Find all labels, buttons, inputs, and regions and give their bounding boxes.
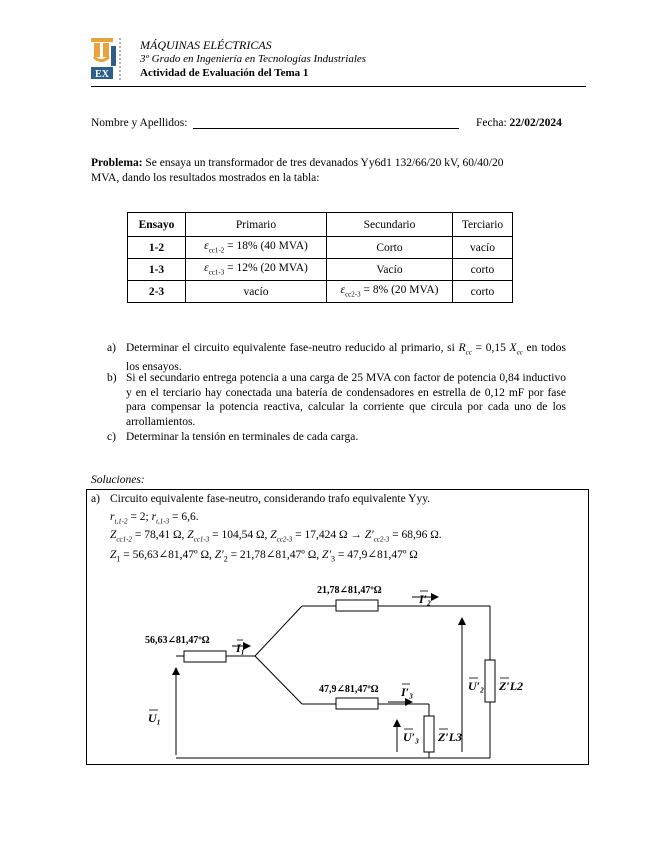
zl2-load	[485, 660, 495, 702]
solutions-title: Soluciones:	[91, 474, 145, 486]
degree-name: 3º Grado en Ingeniería en Tecnologías Industriales	[140, 53, 367, 65]
solution-branch-impedances: $Z_1$ = 56,63∠81,47º Ω, $Z'_2$ = 21,78∠81,47º Ω, $Z'_3$ = 47,9∠81,47º Ω	[110, 549, 418, 564]
question-c: c) Determinar la tensión en terminales de cada carga.	[107, 431, 359, 443]
z1-label: 56,63∠81,47ºΩ	[145, 635, 210, 646]
solution-ratios: $r_{t,1-2} = 2$; $r_{t,1-3} = 6,6$.	[110, 511, 199, 526]
table-header: Secundario	[327, 213, 453, 237]
z1-resistor	[184, 651, 226, 662]
question-a: a) Determinar el circuito equivalente fase-neutro reducido al primario, si $R_{cc} = 0,15$ $X_{cc}$ en todos los ensayos.	[107, 342, 566, 373]
solution-marker: a)	[91, 493, 100, 505]
solution-impedances: $Z_{cc1-2} = 78,41$ Ω, $Z_{cc1-3} = 104,54$ Ω, $Z_{cc2-3} = 17,424$ $\Omega \to Z'_{cc2-3} = 68,96$ Ω.	[110, 529, 442, 544]
z2-resistor	[336, 600, 378, 611]
question-b: b) Si el secundario entrega potencia a una carga de 25 MVA con factor de potencia 0,84 inductivo y en el terciario hay conectada una batería de condensadores en estrella de 0,12 mF por fase para compensar la potencia reactiva, calcular la corriente que circula por cada uno de los arrollamientos.	[107, 372, 566, 428]
svg-text:EX: EX	[95, 69, 109, 80]
table-row: 1-2 $\varepsilon_{cc1-2} = 18\%$ (40 MVA) Corto vacío	[128, 237, 513, 259]
table-header: Primario	[186, 213, 327, 237]
solution-line: Circuito equivalente fase-neutro, considerando trafo equivalente Yyy.	[110, 493, 431, 505]
i3-label: I′₃	[401, 685, 414, 699]
z2-label: 21,78∠81,47ºΩ	[317, 585, 382, 596]
name-label: Nombre y Apellidos:	[91, 117, 188, 129]
course-title: MÁQUINAS ELÉCTRICAS	[140, 38, 272, 52]
i1-label: I₁	[236, 641, 245, 655]
u2-label: U′₂	[468, 679, 485, 693]
u3-label: U′₃	[403, 730, 420, 744]
table-row: 1-3 $\varepsilon_{cc1-3} = 12\%$ (20 MVA) Vacío corto	[128, 259, 513, 281]
table-row: 2-3 vacío $\varepsilon_{cc2-3} = 8\%$ (20 MVA) corto	[128, 281, 513, 303]
date-line: Fecha: 22/02/2024	[476, 117, 562, 129]
table-header: Ensayo	[128, 213, 186, 237]
zl3-label: Z′L3	[438, 730, 463, 744]
u1-label: U₁	[148, 711, 161, 725]
table-header: Terciario	[453, 213, 513, 237]
zl3-load	[424, 716, 434, 752]
activity-title: Actividad de Evaluación del Tema 1	[140, 67, 309, 79]
problem-statement: Problema: Se ensaya un transformador de tres devanados Yy6d1 132/66/20 kV, 60/40/20 MVA, dando los resultados mostrados en la tabla:	[91, 157, 504, 184]
i2-label: I′₂	[419, 592, 432, 606]
z3-resistor	[336, 698, 378, 709]
zl2-label: Z′L2	[499, 679, 524, 693]
z3-label: 47,9∠81,47ºΩ	[319, 684, 379, 695]
